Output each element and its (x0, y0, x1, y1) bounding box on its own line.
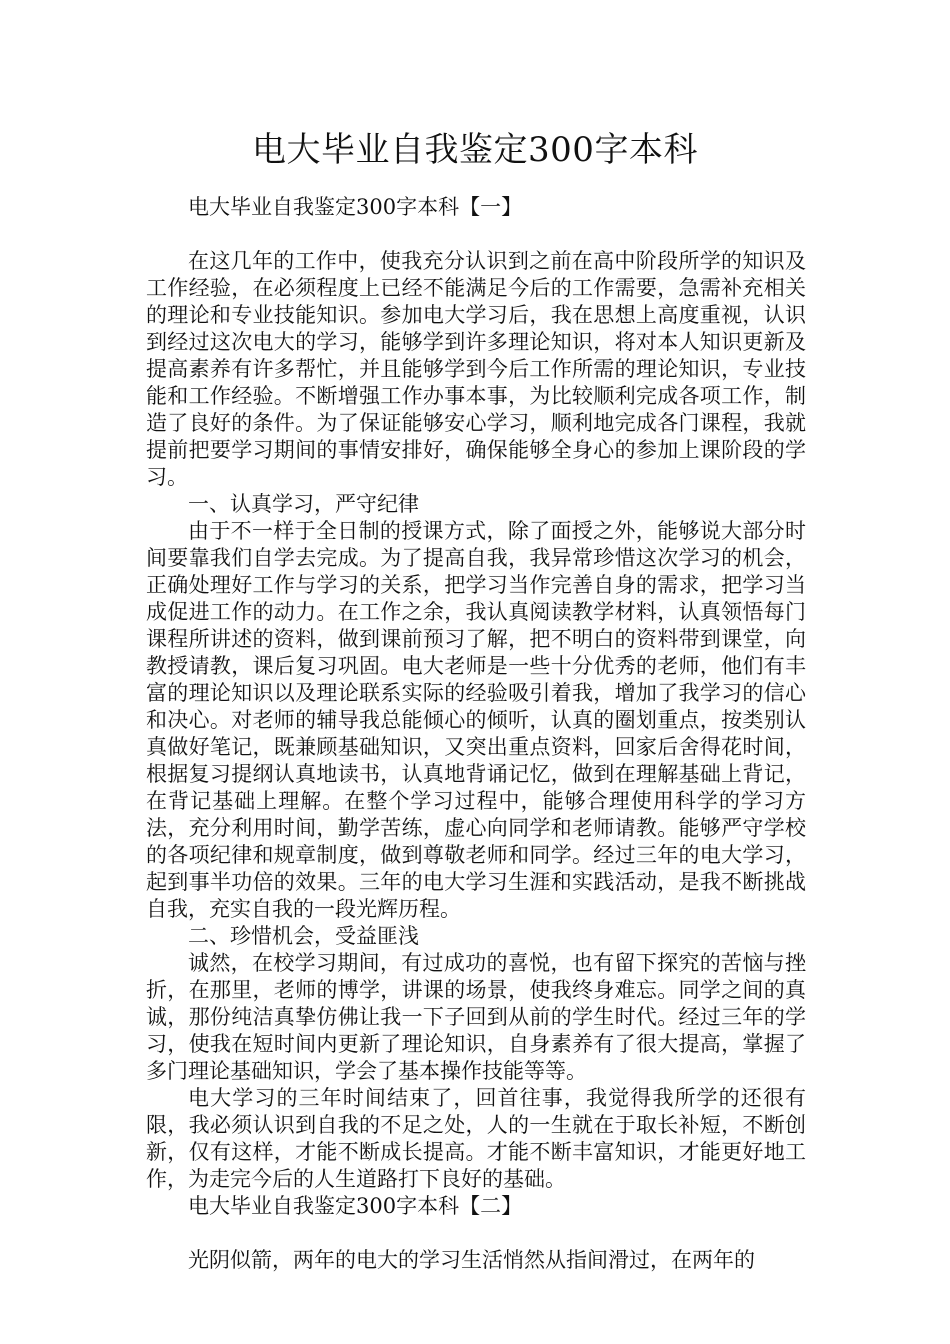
part-two-heading: 电大毕业自我鉴定300字本科【二】 (188, 1194, 523, 1218)
paragraph-conclusion: 电大学习的三年时间结束了，回首往事，我觉得我所学的还很有限，我必须认识到自我的不足之处，人的一生就在于取长补短，不断创新，仅有这样，才能不断成长提高。才能不断丰富知识，才能更好地工作，为走完今后的人生道路打下良好的基础。 (146, 1086, 806, 1191)
blank-line (146, 1220, 806, 1247)
paragraph-intro: 在这几年的工作中，使我充分认识到之前在高中阶段所学的知识及工作经验，在必须程度上已经不能满足今后的工作需要，急需补充相关的理论和专业技能知识。参加电大学习后，我在思想上高度重视，认识到经过这次电大的学习，能够学到许多理论知识，将对本人知识更新及提高素养有许多帮忙，并且能够学到今后工作所需的理论知识，专业技能和工作经验。不断增强工作办事本事，为比较顺利完成各项工作，制造了良好的条件。为了保证能够安心学习，顺利地完成各门课程，我就提前把要学习期间的事情安排好，确保能够全身心的参加上课阶段的学习。 (146, 249, 806, 489)
page-title: 电大毕业自我鉴定300字本科 (252, 130, 698, 170)
blank-line (146, 221, 806, 248)
part-one-heading: 电大毕业自我鉴定300字本科【一】 (188, 195, 523, 219)
paragraph-opportunity: 诚然，在校学习期间，有过成功的喜悦，也有留下探究的苦恼与挫折，在那里，老师的博学，讲课的场景，使我终身难忘。同学之间的真诚，那份纯洁真挚仿佛让我一下子回到从前的学生时代。经过三年的学习，使我在短时间内更新了理论知识，自身素养有了很大提高，掌握了多门理论基础知识，学会了基本操作技能等等。 (146, 951, 806, 1083)
section-heading-opportunity: 二、珍惜机会，受益匪浅 (188, 924, 419, 948)
document-body (146, 194, 806, 1274)
paragraph-part-two: 光阴似箭，两年的电大的学习生活悄然从指间滑过，在两年的 (188, 1248, 755, 1272)
section-heading-study: 一、认真学习，严守纪律 (188, 492, 419, 516)
paragraph-study: 由于不一样于全日制的授课方式，除了面授之外，能够说大部分时间要靠我们自学去完成。为了提高自我，我异常珍惜这次学习的机会，正确处理好工作与学习的关系，把学习当作完善自身的需求，把学习当成促进工作的动力。在工作之余，我认真阅读教学材料，认真领悟每门课程所讲述的资料，做到课前预习了解，把不明白的资料带到课堂，向教授请教，课后复习巩固。电大老师是一些十分优秀的老师，他们有丰富的理论知识以及理论联系实际的经验吸引着我，增加了我学习的信心和决心。对老师的辅导我总能倾心的倾听，认真的圈划重点，按类别认真做好笔记，既兼顾基础知识，又突出重点资料，回家后舍得花时间，根据复习提纲认真地读书，认真地背诵记忆，做到在理解基础上背记，在背记基础上理解。在整个学习过程中，能够合理使用科学的学习方法，充分利用时间，勤学苦练，虚心向同学和老师请教。能够严守学校的各项纪律和规章制度，做到尊敬老师和同学。经过三年的电大学习，起到事半功倍的效果。三年的电大学习生涯和实践活动，是我不断挑战自我，充实自我的一段光辉历程。 (146, 519, 806, 921)
